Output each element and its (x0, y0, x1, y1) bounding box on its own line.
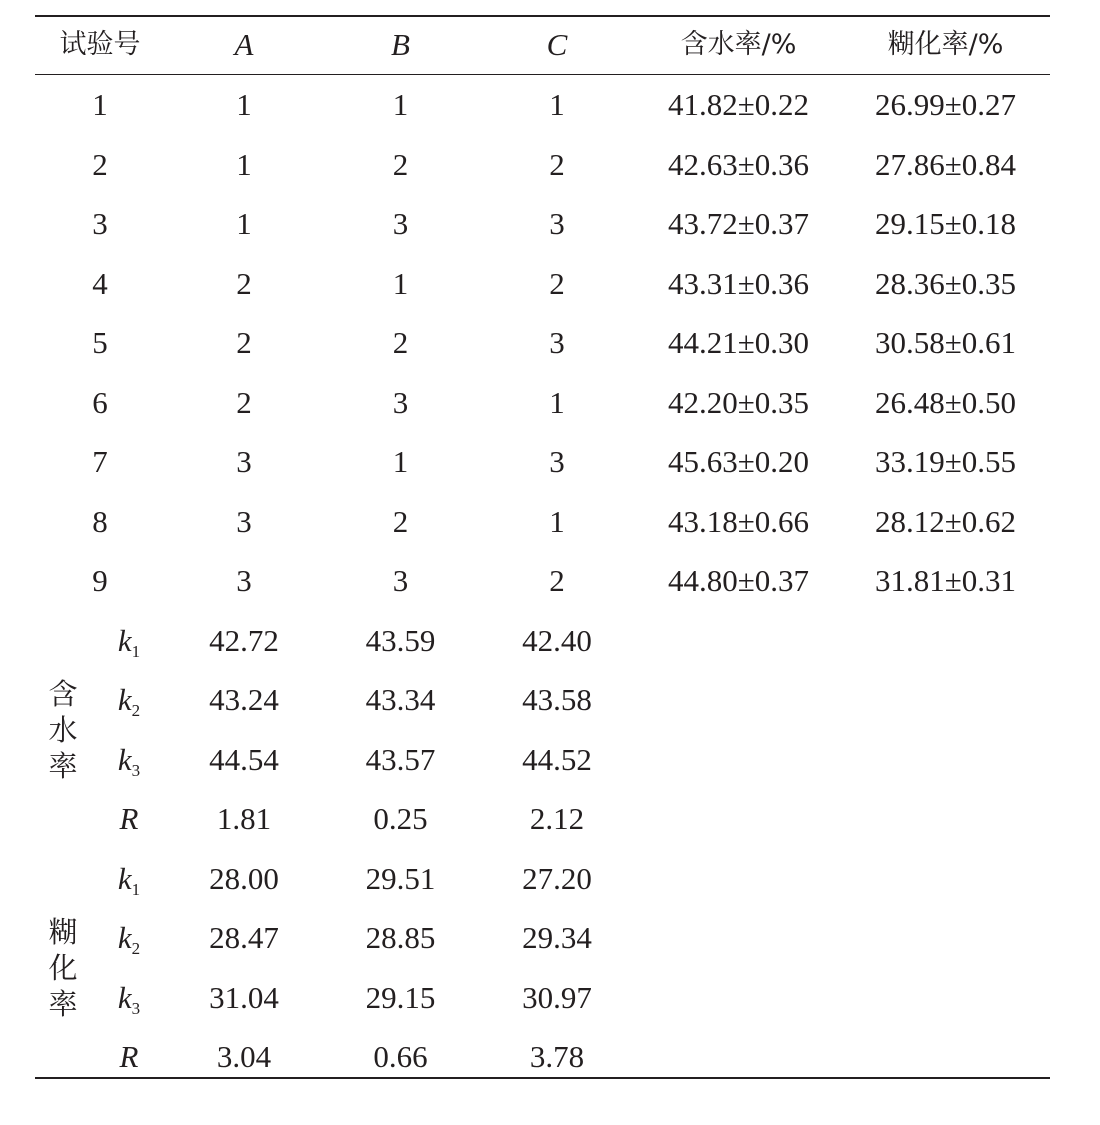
stat-symbol: k (117, 860, 132, 896)
gelatinization-value-cell: 26.48±0.50 (874, 384, 1016, 420)
trial-number-cell: 8 (92, 503, 108, 539)
gelatinization-value-cell: 27.86±0.84 (874, 146, 1016, 182)
stat-subscript: 2 (131, 939, 141, 958)
stat-symbol: k (117, 741, 132, 777)
stat-factor-a-cell: 44.54 (209, 741, 279, 777)
stat-factor-b-cell: 43.57 (365, 741, 436, 777)
factor-a-cell: 3 (236, 444, 252, 479)
moisture-value-cell: 42.63±0.36 (667, 146, 809, 182)
stat-factor-c-cell: 3.78 (529, 1039, 585, 1074)
stat-factor-b-cell: 0.66 (373, 1039, 428, 1074)
moisture-value-cell: 41.82±0.22 (667, 87, 809, 122)
factor-a-cell: 3 (236, 563, 252, 598)
stat-factor-a-cell: 42.72 (209, 622, 279, 658)
trial-number-cell: 9 (92, 563, 108, 598)
stat-factor-b-cell: 43.34 (365, 682, 436, 717)
stat-symbol: k (117, 920, 132, 955)
stat-factor-b-cell: 29.15 (365, 979, 436, 1015)
stat-factor-c-cell: 29.34 (522, 920, 592, 955)
header-trial: 试验号 (59, 29, 141, 60)
factor-b-cell: 3 (392, 563, 409, 598)
stat-symbol: k (117, 622, 132, 658)
factor-b-cell: 3 (392, 206, 409, 241)
stat-symbol-cell (91, 1027, 167, 1086)
factor-c-cell: 3 (549, 206, 565, 241)
factor-c-cell: 1 (549, 384, 565, 420)
stat-factor-a-cell: 1.81 (216, 801, 272, 836)
stat-factor-b-cell: 43.59 (365, 622, 436, 658)
stat-factor-b-cell: 29.51 (365, 860, 436, 896)
gelatinization-value-cell: 28.12±0.62 (874, 503, 1016, 539)
group-label-char: 化 (48, 950, 78, 985)
group-label-char: 糊 (48, 914, 78, 949)
factor-b-cell: 2 (392, 503, 409, 539)
factor-c-cell: 1 (549, 87, 565, 122)
stat-symbol-cell (91, 849, 167, 908)
stat-factor-c-cell: 30.97 (522, 979, 592, 1015)
trial-number-cell: 3 (92, 206, 108, 241)
stat-factor-c-cell: 42.40 (522, 622, 592, 658)
header-gelatinization: 糊化率/% (887, 29, 1004, 60)
stat-factor-a-cell: 28.47 (209, 920, 279, 955)
header-moisture: 含水率/% (680, 29, 797, 60)
factor-a-cell: 1 (236, 146, 252, 182)
trial-number-cell: 5 (92, 325, 108, 360)
stat-subscript: 3 (131, 760, 141, 780)
group-label-char: 含 (48, 676, 78, 711)
stat-symbol: k (117, 682, 132, 717)
moisture-value-cell: 42.20±0.35 (667, 384, 809, 420)
stat-symbol-cell (91, 670, 167, 729)
factor-c-cell: 2 (549, 265, 565, 301)
stat-symbol: R (119, 801, 139, 836)
gelatinization-value-cell: 29.15±0.18 (874, 206, 1016, 241)
factor-c-cell: 3 (549, 444, 565, 479)
factor-c-cell: 3 (549, 325, 565, 360)
moisture-value-cell: 44.21±0.30 (667, 325, 809, 360)
analysis-group-label (43, 676, 83, 784)
analysis-group-label (43, 914, 83, 1022)
factor-c-cell: 2 (549, 146, 565, 182)
trial-number-cell: 6 (92, 384, 108, 420)
factor-b-cell: 1 (392, 87, 409, 122)
factor-a-cell: 2 (236, 325, 252, 360)
moisture-value-cell: 43.31±0.36 (667, 265, 809, 301)
factor-b-cell: 2 (392, 325, 409, 360)
moisture-value-cell: 43.72±0.37 (667, 206, 809, 241)
factor-a-cell: 3 (236, 503, 252, 539)
header-factor-a: A (234, 27, 254, 62)
gelatinization-value-cell: 31.81±0.31 (874, 563, 1016, 598)
stat-symbol-cell (91, 611, 167, 670)
stat-symbol: k (117, 979, 132, 1015)
factor-a-cell: 1 (236, 87, 252, 122)
stat-factor-b-cell: 28.85 (365, 920, 436, 955)
factor-b-cell: 1 (392, 444, 409, 479)
stat-subscript: 2 (131, 701, 141, 720)
stat-symbol-cell (91, 730, 167, 789)
stat-factor-a-cell: 31.04 (209, 979, 279, 1015)
factor-b-cell: 2 (392, 146, 409, 182)
factor-a-cell: 2 (236, 265, 252, 301)
stat-factor-b-cell: 0.25 (373, 801, 428, 836)
header-factor-b: B (391, 27, 410, 62)
header-factor-c: C (546, 27, 568, 62)
stat-symbol-cell (91, 789, 167, 848)
stat-subscript: 1 (131, 879, 141, 899)
gelatinization-value-cell: 26.99±0.27 (874, 87, 1016, 122)
moisture-value-cell: 45.63±0.20 (667, 444, 809, 479)
stat-subscript: 1 (131, 641, 141, 661)
stat-factor-a-cell: 28.00 (209, 860, 279, 896)
moisture-value-cell: 43.18±0.66 (667, 503, 809, 539)
stat-factor-c-cell: 44.52 (522, 741, 592, 777)
factor-c-cell: 1 (549, 503, 565, 539)
moisture-value-cell: 44.80±0.37 (667, 563, 809, 598)
factor-a-cell: 1 (236, 206, 252, 241)
trial-number-cell: 7 (92, 444, 108, 479)
stat-factor-a-cell: 43.24 (209, 682, 279, 717)
trial-number-cell: 4 (92, 265, 108, 301)
factor-b-cell: 3 (392, 384, 409, 420)
gelatinization-value-cell: 28.36±0.35 (874, 265, 1016, 301)
group-label-char: 率 (48, 986, 78, 1021)
stat-factor-c-cell: 2.12 (529, 801, 585, 836)
stat-factor-c-cell: 27.20 (522, 860, 592, 896)
factor-c-cell: 2 (549, 563, 565, 598)
stat-symbol: R (119, 1039, 139, 1074)
gelatinization-value-cell: 30.58±0.61 (874, 325, 1016, 360)
group-label-char: 率 (48, 748, 78, 783)
factor-b-cell: 1 (392, 265, 409, 301)
stat-subscript: 3 (131, 998, 141, 1018)
stat-symbol-cell (91, 908, 167, 967)
trial-number-cell: 1 (92, 87, 108, 122)
group-label-char: 水 (48, 712, 78, 747)
stat-factor-c-cell: 43.58 (522, 682, 592, 717)
stat-factor-a-cell: 3.04 (216, 1039, 272, 1074)
trial-number-cell: 2 (92, 146, 108, 182)
stat-symbol-cell (91, 968, 167, 1027)
factor-a-cell: 2 (236, 384, 252, 420)
gelatinization-value-cell: 33.19±0.55 (874, 444, 1016, 479)
